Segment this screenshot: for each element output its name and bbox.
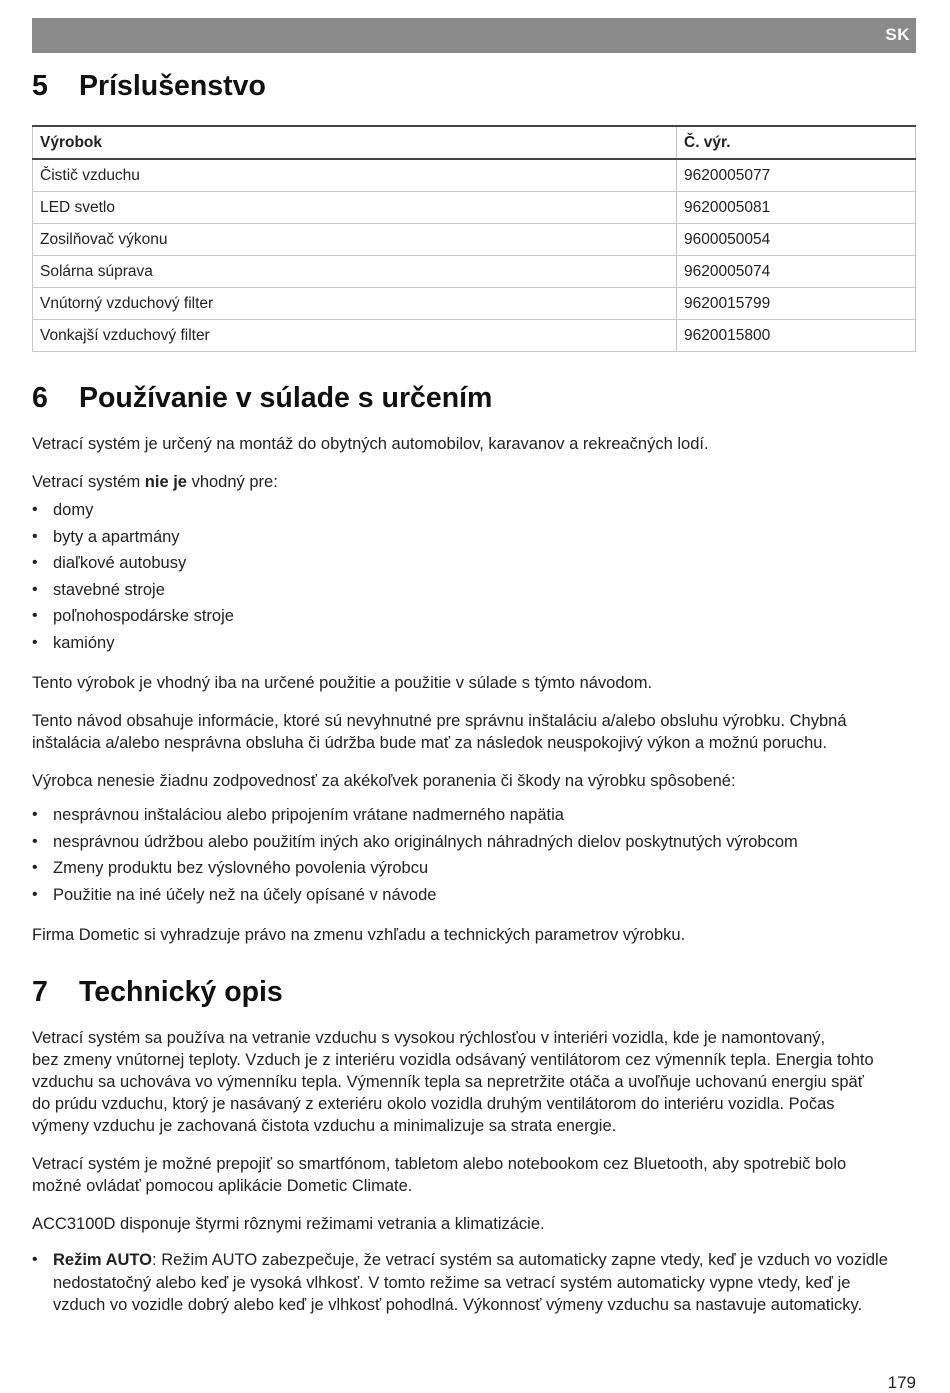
table-cell: Zosilňovač výkonu [33,224,677,256]
table-row [33,159,916,192]
list-item: • poľnohospodárske stroje [32,603,916,630]
table-row [33,288,916,320]
section-5-heading [32,70,916,103]
table-row [33,224,916,256]
list-item: • Zmeny produktu bez výslovného povolenia výrobcu [32,855,916,882]
table-cell: 9620005074 [677,256,916,288]
paragraph: Firma Dometic si vyhradzuje právo na zmenu vzhľadu a technických parametrov výrobku. [32,926,686,944]
text-line: vzduch vo vozidle dobrý alebo keď je vlhkosť pohodlná. Výkonnosť výmeny vzduchu sa nastavuje automaticky. [53,1296,863,1314]
text-span: Vetrací systém [32,473,145,491]
text-line: výmeny vzduchu je zachovaná čistota vzduchu a minimalizuje sa strata energie. [32,1117,617,1135]
unsuitable-list [32,497,916,656]
list-item: • stavebné stroje [32,577,916,604]
list-item: • diaľkové autobusy [32,550,916,577]
modes-list [32,1249,916,1317]
paragraph [32,710,916,754]
text-line: Vetrací systém je možné prepojiť so smartfónom, tabletom alebo notebookom cez Bluetooth, aby spotrebič bolo [32,1155,847,1173]
text-span: vhodný pre: [186,473,278,491]
section-7-heading [32,976,916,1009]
paragraph [32,1027,916,1137]
paragraph: Vetrací systém je určený na montáž do obytných automobilov, karavanov a rekreačných lodí. [32,435,709,453]
page-content [32,62,916,1317]
table-cell: 9600050054 [677,224,916,256]
header-bar [32,18,916,53]
table-row [33,192,916,224]
text-line: Vetrací systém sa používa na vetranie vzduchu s vysokou rýchlosťou v interiéri vozidla, kde je namontovaný, [32,1029,826,1047]
table-cell: 9620015799 [677,288,916,320]
text-line: nedostatočný alebo keď je vysoká vlhkosť. V tomto režime sa vetrací systém automaticky vypne vtedy, keď je [53,1273,851,1292]
accessories-table [32,125,916,352]
paragraph: ACC3100D disponuje štyrmi rôznymi režimami vetrania a klimatizácie. [32,1215,545,1233]
language-code: SK [885,25,910,44]
table-cell: 9620015800 [677,320,916,352]
page-number: 179 [887,1373,916,1392]
text-line: možné ovládať pomocou aplikácie Dometic Climate. [32,1177,413,1195]
list-item: • kamióny [32,630,916,657]
table-cell: Vonkajší vzduchový filter [33,320,677,352]
table-row [33,320,916,352]
list-item: • domy [32,497,916,524]
list-item-auto-mode [32,1249,916,1317]
text-line: bez zmeny vnútornej teploty. Vzduch je z interiéru vozidla odsávaný ventilátorom cez výmenník tepla. Energia tohto [32,1051,874,1069]
table-cell: 9620005077 [677,159,916,192]
table-cell: Solárna súprava [33,256,677,288]
section-number: 7 [32,976,48,1008]
bold-text: Režim AUTO [53,1251,153,1269]
table-cell: 9620005081 [677,192,916,224]
table-header-row [33,126,916,159]
section-number: 5 [32,70,48,102]
paragraph [32,1153,916,1197]
section-title: Technický opis [79,976,283,1008]
text-line: Tento návod obsahuje informácie, ktoré sú nevyhnutné pre správnu inštaláciu a/alebo obsluhu výrobku. Chybná [32,712,847,730]
table-cell: Vnútorný vzduchový filter [33,288,677,320]
liability-list [32,802,916,908]
list-item: • nesprávnou inštaláciou alebo pripojením vrátane nadmerného napätia [32,802,916,829]
list-item: • byty a apartmány [32,524,916,551]
table-row [33,256,916,288]
list-item: • Použitie na iné účely než na účely opísané v návode [32,882,916,909]
paragraph [32,471,916,493]
text-line: do prúdu vzduchu, ktorý je nasávaný z exteriéru okolo vozidla druhým ventilátorom do interiéru vozidla. Počas [32,1095,835,1113]
section-number: 6 [32,382,48,414]
paragraph: Výrobca nenesie žiadnu zodpovednosť za akékoľvek poranenia či škody na výrobku spôsobené: [32,772,736,790]
paragraph: Tento výrobok je vhodný iba na určené použitie a použitie v súlade s týmto návodom. [32,674,653,692]
section-6-heading [32,382,916,415]
table-cell: LED svetlo [33,192,677,224]
text-line: vzduchu sa uchováva vo výmenníku tepla. Výmenník tepla sa nepretržite otáča a uvoľňuje uchovanú energiu späť [32,1073,864,1091]
text-line: inštalácia a/alebo nesprávna obsluha či údržba bude mať za následok neuspokojivý výkon a možnú poruchu. [32,734,828,752]
table-cell: Čistič vzduchu [33,159,677,192]
section-title: Príslušenstvo [79,70,266,102]
section-title: Používanie v súlade s určením [79,382,493,414]
text-line: : Režim AUTO zabezpečuje, že vetrací systém sa automaticky zapne vtedy, keď je vzduch vo vozidle [152,1251,888,1269]
column-header-product: Výrobok [33,126,677,159]
bold-text: nie je [144,473,187,491]
list-item: • nesprávnou údržbou alebo použitím iných ako originálnych náhradných dielov poskytnutých výrobcom [32,829,916,856]
column-header-item-number: Č. výr. [677,126,916,159]
